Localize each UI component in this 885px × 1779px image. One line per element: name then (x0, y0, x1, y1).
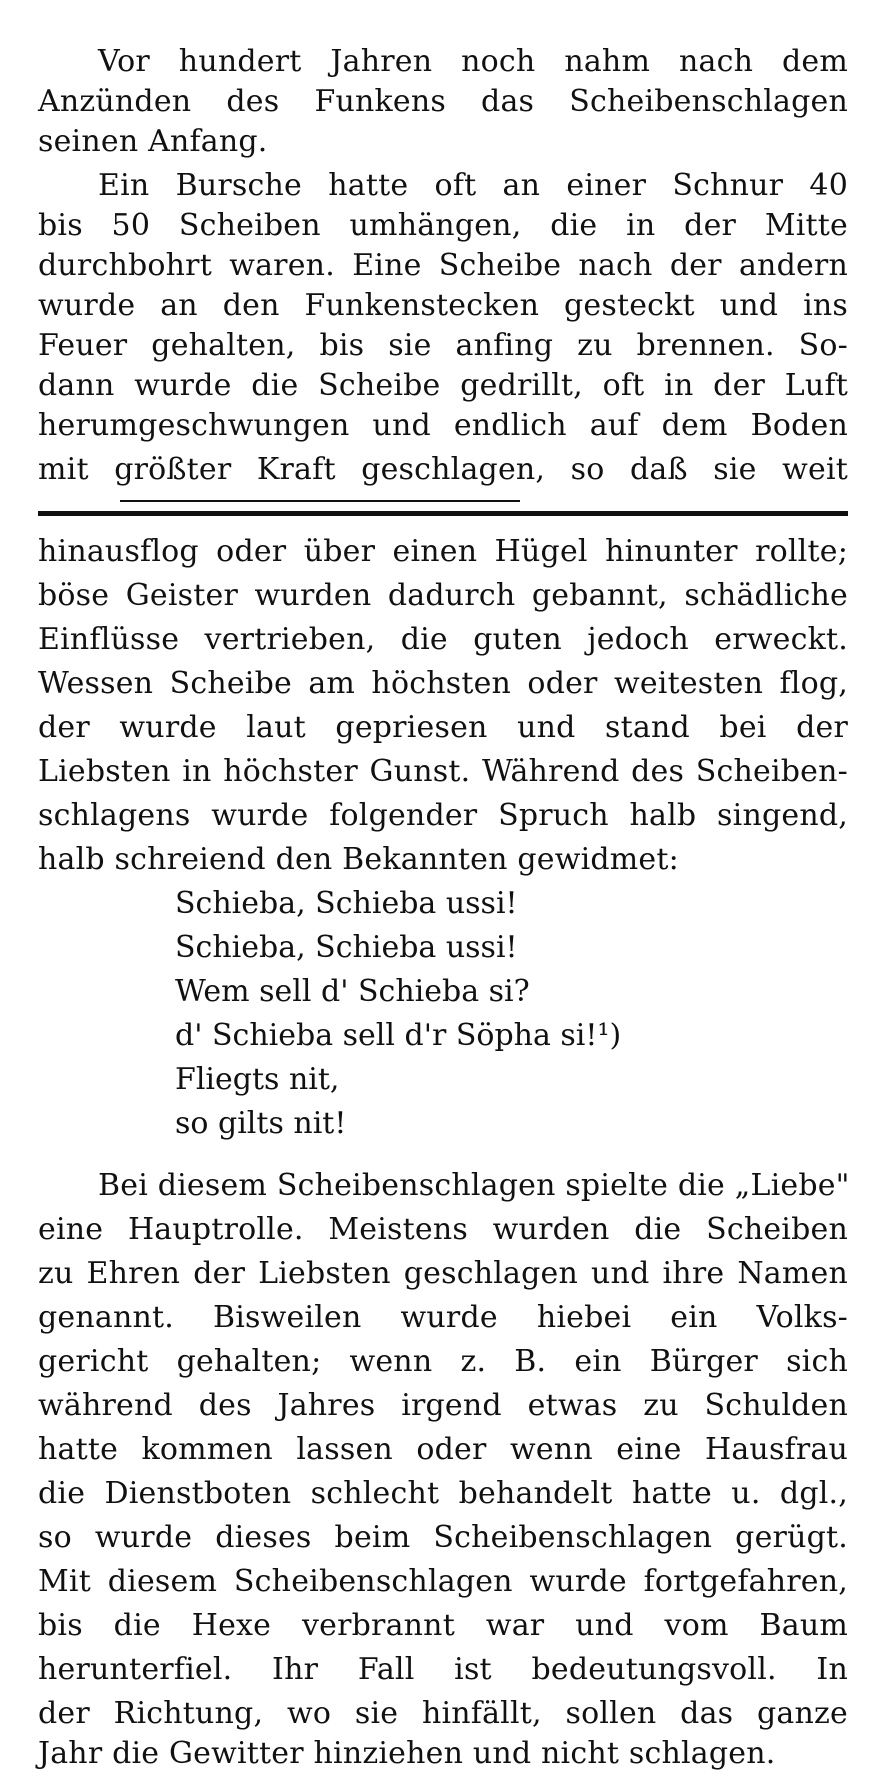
text-underline (120, 500, 520, 502)
paragraph-3-line-6: während des Jahres irgend etwas zu Schulden (38, 1388, 848, 1423)
paragraph-2-line-2: bis 50 Scheiben umhängen, die in der Mitte (38, 208, 848, 243)
paragraph-2-line-4: wurde an den Funkenstecken gesteckt und ins (38, 288, 848, 323)
paragraph-1-line-1: Vor hundert Jahren noch nahm nach dem (98, 44, 848, 79)
paragraph-1-line-2: Anzünden des Funkens das Scheibenschlagen (38, 84, 848, 119)
paragraph-3-line-1: Bei diesem Scheibenschlagen spielte die „Liebe" (98, 1168, 850, 1203)
verse-line-2: Schieba, Schieba ussi! (175, 930, 518, 965)
column-divider-rule (38, 511, 848, 516)
paragraph-2-line-14: Liebsten in höchster Gunst. Während des Scheiben- (38, 754, 848, 789)
paragraph-3-line-3: zu Ehren der Liebsten geschlagen und ihre Namen (38, 1256, 848, 1291)
verse-line-3: Wem sell d' Schieba si? (175, 974, 530, 1009)
paragraph-3-line-2: eine Hauptrolle. Meistens wurden die Scheiben (38, 1212, 848, 1247)
paragraph-3-line-4: genannt. Bisweilen wurde hiebei ein Volks- (38, 1300, 848, 1335)
paragraph-3-line-7: hatte kommen lassen oder wenn eine Hausfrau (38, 1432, 848, 1467)
paragraph-3-line-10: Mit diesem Scheibenschlagen wurde fortgefahren, (38, 1564, 848, 1599)
paragraph-3-line-11: bis die Hexe verbrannt war und vom Baum (38, 1608, 848, 1643)
paragraph-3-line-5: gericht gehalten; wenn z. B. ein Bürger sich (38, 1344, 848, 1379)
paragraph-2-line-7: herumgeschwungen und endlich auf dem Boden (38, 408, 848, 443)
paragraph-2-line-5: Feuer gehalten, bis sie anfing zu brennen. So- (38, 328, 848, 363)
paragraph-3-line-12: herunterfiel. Ihr Fall ist bedeutungsvoll. In (38, 1652, 848, 1687)
paragraph-2-line-6: dann wurde die Scheibe gedrillt, oft in der Luft (38, 368, 848, 403)
verse-line-1: Schieba, Schieba ussi! (175, 886, 518, 921)
paragraph-2-line-12: Wessen Scheibe am höchsten oder weitesten flog, (38, 666, 848, 701)
paragraph-2-line-3: durchbohrt waren. Eine Scheibe nach der andern (38, 248, 848, 283)
verse-line-5: Fliegts nit, (175, 1062, 340, 1097)
paragraph-3-line-8: die Dienstboten schlecht behandelt hatte u. dgl., (38, 1476, 848, 1511)
paragraph-2-line-15: schlagens wurde folgender Spruch halb singend, (38, 798, 848, 833)
paragraph-2-line-1: Ein Bursche hatte oft an einer Schnur 40 (98, 168, 848, 203)
verse-line-6: so gilts nit! (175, 1106, 347, 1141)
verse-line-4: d' Schieba sell d'r Söpha si!¹) (175, 1018, 622, 1053)
paragraph-3-line-14: Jahr die Gewitter hinziehen und nicht schlagen. (38, 1736, 776, 1771)
paragraph-2-line-11: Einflüsse vertrieben, die guten jedoch erweckt. (38, 622, 848, 657)
paragraph-2-line-8: mit größter Kraft geschlagen, so daß sie weit (38, 452, 848, 487)
paragraph-3-line-13: der Richtung, wo sie hinfällt, sollen das ganze (38, 1696, 848, 1731)
paragraph-3-line-9: so wurde dieses beim Scheibenschlagen gerügt. (38, 1520, 848, 1555)
paragraph-2-line-13: der wurde laut gepriesen und stand bei der (38, 710, 848, 745)
paragraph-2-line-9: hinausflog oder über einen Hügel hinunter rollte; (38, 534, 848, 569)
paragraph-1-line-3: seinen Anfang. (38, 124, 268, 159)
paragraph-2-line-16: halb schreiend den Bekannten gewidmet: (38, 842, 679, 877)
paragraph-2-line-10: böse Geister wurden dadurch gebannt, schädliche (38, 578, 848, 613)
